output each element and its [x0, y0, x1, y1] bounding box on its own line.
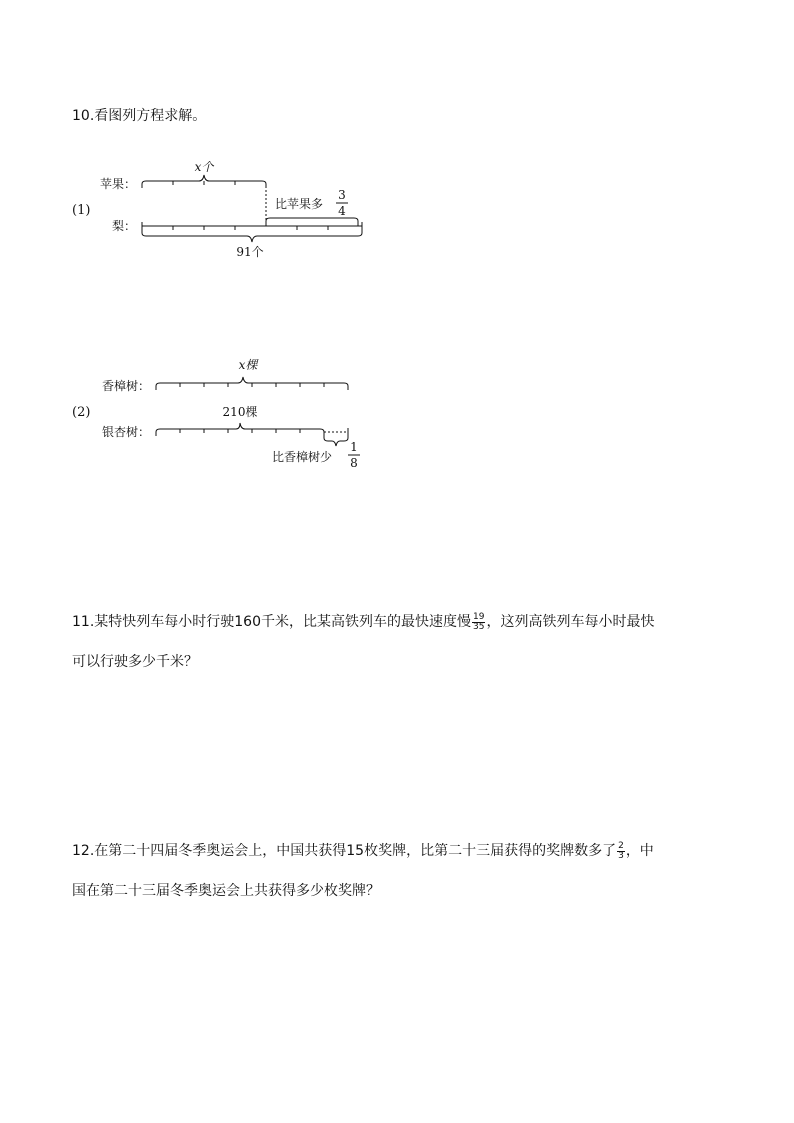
q12-frac-den: 3 [618, 850, 624, 861]
less-than-camphor-text: 比香樟树少 [272, 450, 333, 464]
more-frac-num: 3 [338, 188, 346, 202]
q10-diagram-2 [72, 352, 382, 477]
diagram1-number: (1) [72, 203, 91, 218]
q12-line1 [72, 841, 654, 861]
q11-line2: 可以行驶多少千米？ [72, 654, 198, 670]
more-than-apple-text: 比苹果多 [275, 197, 324, 211]
missing-brace [324, 436, 348, 446]
q11-text-pre: 11.某特快列车每小时行驶160千米，比某高铁列车的最快速度慢 [72, 614, 471, 630]
q12-fraction [617, 842, 625, 861]
total-label: 91个 [236, 245, 264, 259]
less-frac-num: 1 [350, 440, 358, 454]
more-frac-den: 4 [338, 204, 346, 218]
diagram1-top-label: x个 [194, 160, 214, 174]
q10-title: 10.看图列方程求解。 [72, 108, 207, 124]
extra-brace [266, 218, 358, 226]
q11-fraction [472, 613, 485, 632]
q11-frac-num: 19 [473, 611, 485, 622]
q10-diagram-1 [72, 150, 382, 265]
pear-label: 梨： [111, 219, 136, 233]
less-frac-den: 8 [350, 456, 358, 470]
ginkgo-label: 银杏树： [101, 425, 150, 439]
q12-frac-num: 2 [618, 840, 624, 851]
ginkgo-brace [156, 423, 324, 436]
apple-label: 苹果： [99, 177, 136, 191]
q11-text-post: ，这列高铁列车每小时最快 [486, 614, 655, 630]
diagram2-number: (2) [72, 405, 91, 420]
q11-line1 [72, 612, 654, 632]
ginkgo-value: 210棵 [222, 405, 258, 419]
q11-frac-den: 35 [473, 621, 485, 632]
total-brace [142, 230, 362, 242]
q12-line2: 国在第二十三届冬季奥运会上共获得多少枚奖牌？ [72, 883, 380, 899]
q12-text-post: ，中 [625, 843, 654, 859]
diagram2-top-label: x棵 [238, 358, 258, 372]
q12-text-pre: 12.在第二十四届冬季奥运会上，中国共获得15枚奖牌，比第二十三届获得的奖牌数多了 [72, 843, 617, 859]
camphor-label: 香樟树： [101, 379, 150, 393]
